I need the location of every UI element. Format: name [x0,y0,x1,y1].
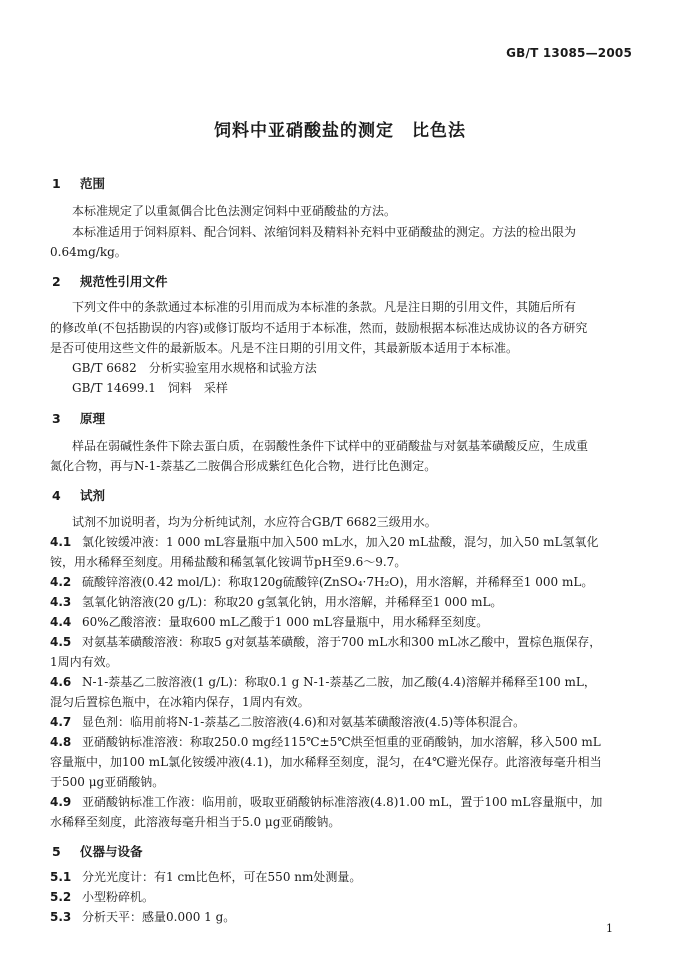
clause-number: 5.1 [50,870,72,884]
section-heading-principle [52,409,105,427]
clause-text: 氢氧化钠溶液(20 g/L)：称取20 g氢氧化钠，用水溶解，并稀释至1 000 mL。 [82,595,503,609]
clause-number: 5.3 [50,910,72,924]
paragraph-line: 混匀后置棕色瓶中，在冰箱内保存，1周内有效。 [50,695,310,709]
paragraph-line: 本标准规定了以重氮偶合比色法测定饲料中亚硝酸盐的方法。 [72,204,397,218]
clause-4-1 [50,533,598,550]
section-number: 1 [52,176,61,191]
clause-4-4 [50,613,488,630]
clause-text: 对氨基苯磺酸溶液：称取5 g对氨基苯磺酸，溶于700 mL水和300 mL冰乙酸中，置棕色瓶保存， [82,635,602,649]
clause-4-6 [50,673,596,690]
section-title: 规范性引用文件 [80,274,168,289]
clause-text: 亚硝酸钠标准溶液：称取250.0 mg经115℃±5℃烘至恒重的亚硝酸钠，加水溶解，移入500 mL [82,735,601,749]
clause-number: 4.1 [50,535,72,549]
clause-4-8 [50,733,601,750]
section-heading-reagents [52,486,105,504]
clause-text: 亚硝酸钠标准工作液：临用前，吸取亚硝酸钠标准溶液(4.8)1.00 mL，置于100 mL容量瓶中，加 [82,795,603,809]
clause-5-3 [50,908,235,925]
paragraph-line: 是否可使用这些文件的最新版本。凡是不注日期的引用文件，其最新版本适用于本标准。 [50,341,519,355]
clause-text: 氯化铵缓冲液：1 000 mL容量瓶中加入500 mL水，加入20 mL盐酸，混匀，加入50 mL氢氧化 [82,535,599,549]
section-number: 2 [52,274,61,289]
section-title: 仪器与设备 [80,844,143,859]
clause-4-3 [50,593,502,610]
paragraph-line: 水稀释至刻度，此溶液每毫升相当于5.0 μg亚硝酸钠。 [50,815,341,829]
section-title: 原理 [80,411,106,426]
clause-text: 小型粉碎机。 [82,890,155,904]
clause-number: 5.2 [50,890,72,904]
clause-number: 4.8 [50,735,72,749]
reference-item: GB/T 6682 分析实验室用水规格和试验方法 [72,361,317,375]
section-title: 范围 [80,176,106,191]
clause-5-1 [50,868,361,885]
clause-4-2 [50,573,593,590]
clause-5-2 [50,888,154,905]
paragraph-line: 样品在弱碱性条件下除去蛋白质，在弱酸性条件下试样中的亚硝酸盐与对氨基苯磺酸反应，生成重 [72,439,589,453]
standard-code: GB/T 13085—2005 [506,46,632,60]
clause-4-5 [50,633,601,650]
paragraph-line: 试剂不加说明者，均为分析纯试剂，水应符合GB/T 6682三级用水。 [72,515,437,529]
clause-number: 4.2 [50,575,72,589]
clause-text: N-1-萘基乙二胺溶液(1 g/L)：称取0.1 g N-1-萘基乙二胺，加乙酸(4.4)溶解并稀释至100 mL， [82,675,596,689]
section-number: 5 [52,844,61,859]
paragraph-line: 的修改单(不包括勘误的内容)或修订版均不适用于本标准，然而，鼓励根据本标准达成协议的各方研究 [50,321,588,335]
section-number: 3 [52,411,61,426]
paragraph-line: 下列文件中的条款通过本标准的引用而成为本标准的条款。凡是注日期的引用文件，其随后所有 [72,300,577,314]
clause-text: 分析天平：感量0.000 1 g。 [82,910,236,924]
section-heading-scope [52,174,105,192]
section-heading-normative-references [52,272,168,290]
clause-text: 60%乙酸溶液：量取600 mL乙酸于1 000 mL容量瓶中，用水稀释至刻度。 [82,615,489,629]
paragraph-line: 本标准适用于饲料原料、配合饲料、浓缩饲料及精料补充料中亚硝酸盐的测定。方法的检出限为 [72,225,577,239]
clause-number: 4.4 [50,615,72,629]
clause-text: 显色剂：临用前将N-1-萘基乙二胺溶液(4.6)和对氨基苯磺酸溶液(4.5)等体积混合。 [82,715,526,729]
page-title: 饲料中亚硝酸盐的测定 比色法 [214,121,466,141]
section-number: 4 [52,488,61,503]
paragraph-line: 容量瓶中，加100 mL氯化铵缓冲液(4.1)，加水稀释至刻度，混匀，在4℃避光保存。此溶液每毫升相当 [50,755,602,769]
page-number: 1 [606,922,613,935]
clause-text: 分光光度计：有1 cm比色杯，可在550 nm处测量。 [82,870,362,884]
clause-number: 4.5 [50,635,72,649]
reference-item: GB/T 14699.1 饲料 采样 [72,381,228,395]
paragraph-line: 氮化合物，再与N-1-萘基乙二胺偶合形成紫红色化合物，进行比色测定。 [50,459,437,473]
section-heading-instruments [52,842,143,860]
clause-number: 4.3 [50,595,72,609]
clause-number: 4.7 [50,715,72,729]
section-title: 试剂 [80,488,106,503]
clause-text: 硫酸锌溶液(0.42 mol/L)：称取120g硫酸锌(ZnSO₄·7H₂O)，用水溶解，并稀释至1 000 mL。 [82,575,594,589]
clause-4-7 [50,713,525,730]
clause-number: 4.9 [50,795,72,809]
paragraph-line: 于500 μg亚硝酸钠。 [50,775,165,789]
paragraph-line: 0.64mg/kg。 [50,245,127,259]
paragraph-line: 铵，用水稀释至刻度。用稀盐酸和稀氢氧化铵调节pH至9.6～9.7。 [50,555,407,569]
clause-4-9 [50,793,602,810]
clause-number: 4.6 [50,675,72,689]
paragraph-line: 1周内有效。 [50,655,118,669]
